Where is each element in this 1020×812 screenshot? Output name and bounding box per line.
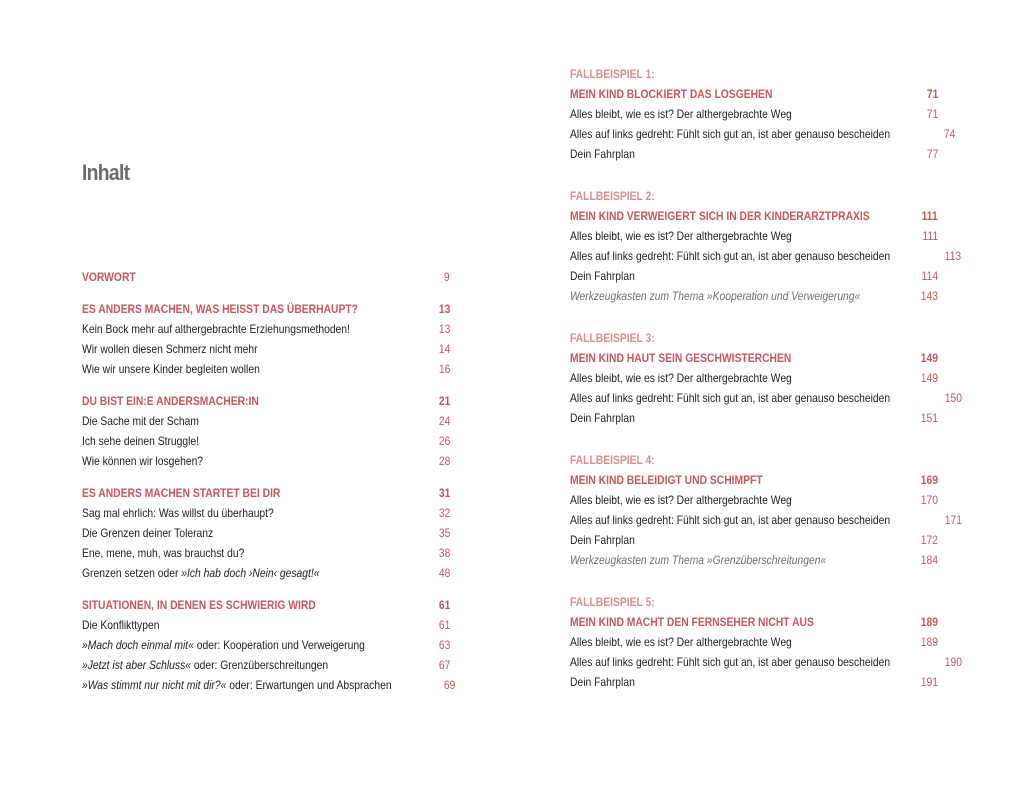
toc-section (570, 592, 963, 692)
page-number: 150 (945, 391, 963, 405)
section-spacer (570, 428, 938, 450)
toc-case-label-text: FALLBEISPIEL 2: (570, 189, 655, 203)
toc-entry (570, 490, 938, 510)
toc-section-heading (570, 612, 938, 632)
page-number: 21 (438, 394, 450, 408)
toc-entry (82, 451, 450, 471)
page-title: Inhalt (82, 160, 130, 185)
toc-entry-text: Dein Fahrplan (570, 411, 635, 425)
section-spacer (570, 570, 938, 592)
toc-entry (82, 543, 450, 563)
toc-entry-text: Dein Fahrplan (570, 675, 635, 689)
toc-entry-text: Alles auf links gedreht: Fühlt sich gut an, ist aber genauso bescheiden (570, 655, 891, 669)
page-number: 61 (438, 618, 450, 632)
toc-section-heading (570, 206, 938, 226)
page-number: 13 (438, 302, 450, 316)
toc-entry-text: Alles bleibt, wie es ist? Der althergebrachte Weg (570, 493, 792, 507)
page-number: 191 (920, 675, 938, 689)
page-number: 26 (438, 434, 450, 448)
toc-entry-text: Alles auf links gedreht: Fühlt sich gut an, ist aber genauso bescheiden (570, 391, 891, 405)
toc-entry (570, 286, 938, 306)
toc-left-column (82, 267, 456, 695)
toc-entry (570, 408, 938, 428)
page-number: 151 (920, 411, 938, 425)
toc-entry-text: Werkzeugkasten zum Thema »Grenzüberschreitungen« (570, 553, 827, 567)
toc-entry (82, 615, 450, 635)
toc-entry-text: Die Grenzen deiner Toleranz (82, 526, 214, 540)
page-number: 111 (922, 229, 938, 243)
page-number: 28 (438, 454, 450, 468)
toc-entry (570, 226, 938, 246)
page-number: 74 (944, 127, 956, 141)
section-spacer (570, 306, 938, 328)
toc-case-label (570, 450, 938, 470)
toc-entry-text: Alles bleibt, wie es ist? Der althergebrachte Weg (570, 635, 792, 649)
toc-entry-text: Dein Fahrplan (570, 533, 635, 547)
toc-entry-text-italic: »Jetzt ist aber Schluss« (82, 658, 191, 672)
toc-entry-text: Sag mal ehrlich: Was willst du überhaupt? (82, 506, 274, 520)
toc-entry-text-italic: »Ich hab doch ›Nein‹ gesagt!« (181, 566, 320, 580)
page-number: 32 (438, 506, 450, 520)
page-number: 113 (944, 249, 962, 263)
page-number: 77 (926, 147, 938, 161)
toc-section-heading (82, 595, 450, 615)
toc-entry-text: SITUATIONEN, IN DENEN ES SCHWIERIG WIRD (82, 598, 316, 612)
toc-entry-text-part: Grenzen setzen oder (82, 566, 182, 580)
toc-section (82, 267, 450, 287)
page-number: 13 (438, 322, 450, 336)
toc-entry (570, 652, 963, 672)
section-spacer (82, 287, 450, 299)
page-number: 184 (920, 553, 938, 567)
page-number: 16 (438, 362, 450, 376)
page-number: 69 (443, 678, 456, 692)
toc-entry-text: DU BIST EIN:E ANDERSMACHER:IN (82, 394, 259, 408)
toc-section (570, 64, 956, 164)
page-number: 71 (926, 107, 938, 121)
toc-section-heading (570, 348, 938, 368)
toc-case-label (570, 64, 938, 84)
toc-entry (570, 530, 938, 550)
toc-entry (570, 388, 963, 408)
toc-entry (570, 124, 956, 144)
page-number: 149 (920, 371, 938, 385)
toc-right-column (570, 64, 963, 692)
toc-entry-text (82, 563, 320, 583)
toc-entry-text (82, 655, 328, 675)
toc-entry (570, 266, 938, 286)
page-number: 31 (438, 486, 450, 500)
page-number: 48 (438, 566, 450, 580)
toc-case-label (570, 328, 938, 348)
toc-section (570, 450, 963, 570)
toc-entry (570, 104, 938, 124)
section-spacer (570, 164, 938, 186)
toc-section-heading (82, 483, 450, 503)
page-number: 63 (438, 638, 450, 652)
toc-entry-text: Die Konflikttypen (82, 618, 160, 632)
toc-section-heading (82, 267, 450, 287)
toc-entry-text-part: oder: Erwartungen und Absprachen (226, 678, 392, 692)
toc-entry-text (82, 675, 392, 695)
toc-entry (82, 319, 450, 339)
toc-case-label (570, 592, 938, 612)
toc-entry-text: Ich sehe deinen Struggle! (82, 434, 200, 448)
toc-entry (570, 672, 938, 692)
toc-section (570, 328, 963, 428)
toc-entry-text: Werkzeugkasten zum Thema »Kooperation und Verweigerung« (570, 289, 861, 303)
toc-entry-text-italic: »Was stimmt nur nicht mit dir?« (82, 678, 227, 692)
toc-case-label-text: FALLBEISPIEL 1: (570, 67, 655, 81)
toc-entry-text: MEIN KIND VERWEIGERT SICH IN DER KINDERARZTPRAXIS (570, 209, 870, 223)
toc-entry-text: Alles auf links gedreht: Fühlt sich gut an, ist aber genauso bescheiden (570, 249, 891, 263)
toc-entry (570, 144, 938, 164)
toc-entry-text: ES ANDERS MACHEN STARTET BEI DIR (82, 486, 281, 500)
page-number: 14 (438, 342, 450, 356)
toc-entry-text: MEIN KIND BLOCKIERT DAS LOSGEHEN (570, 87, 773, 101)
page-number: 170 (920, 493, 938, 507)
toc-entry (82, 339, 450, 359)
page-number: 171 (945, 513, 963, 527)
toc-entry (82, 503, 450, 523)
toc-case-label-text: FALLBEISPIEL 4: (570, 453, 655, 467)
toc-entry (82, 563, 450, 583)
toc-entry-text: Die Sache mit der Scham (82, 414, 200, 428)
toc-section (570, 186, 962, 306)
toc-entry-text: Ene, mene, muh, was brauchst du? (82, 546, 245, 560)
page-number: 71 (926, 87, 938, 101)
page-number: 190 (945, 655, 963, 669)
toc-section (82, 595, 456, 695)
toc-entry (82, 431, 450, 451)
toc-entry (570, 246, 962, 266)
page-number: 61 (438, 598, 450, 612)
toc-entry (570, 368, 938, 388)
toc-entry-text-part: oder: Kooperation und Verweigerung (193, 638, 365, 652)
toc-entry (82, 635, 450, 655)
toc-case-label (570, 186, 938, 206)
toc-entry (82, 411, 450, 431)
page-number: 9 (444, 270, 450, 284)
toc-section (82, 299, 450, 379)
toc-entry (570, 550, 938, 570)
toc-section-heading (570, 84, 938, 104)
toc-entry-text: Alles auf links gedreht: Fühlt sich gut an, ist aber genauso bescheiden (570, 513, 891, 527)
page-number: 38 (438, 546, 450, 560)
toc-section (82, 483, 450, 583)
toc-entry-text: Dein Fahrplan (570, 269, 635, 283)
toc-entry-text: Alles bleibt, wie es ist? Der althergebrachte Weg (570, 229, 792, 243)
page-number: 172 (920, 533, 938, 547)
section-spacer (82, 471, 450, 483)
toc-entry-text-italic: »Mach doch einmal mit« (82, 638, 194, 652)
toc-entry-text: Alles bleibt, wie es ist? Der althergebrachte Weg (570, 371, 792, 385)
toc-entry-text: Wie können wir losgehen? (82, 454, 204, 468)
toc-entry-text: Wir wollen diesen Schmerz nicht mehr (82, 342, 258, 356)
section-spacer (82, 583, 450, 595)
page-number: 189 (920, 615, 938, 629)
toc-entry (82, 675, 456, 695)
toc-entry (82, 523, 450, 543)
toc-entry (82, 359, 450, 379)
toc-entry (570, 510, 963, 530)
page-number: 111 (921, 209, 938, 223)
page-number: 143 (920, 289, 938, 303)
page-number: 189 (920, 635, 938, 649)
toc-section-heading (82, 391, 450, 411)
toc-entry-text: ES ANDERS MACHEN, WAS HEISST DAS ÜBERHAUPT? (82, 302, 358, 316)
toc-entry-text: MEIN KIND MACHT DEN FERNSEHER NICHT AUS (570, 615, 814, 629)
toc-entry-text: Alles bleibt, wie es ist? Der althergebrachte Weg (570, 107, 792, 121)
toc-case-label-text: FALLBEISPIEL 5: (570, 595, 655, 609)
toc-entry-text: Kein Bock mehr auf althergebrachte Erziehungsmethoden! (82, 322, 350, 336)
page-number: 24 (438, 414, 450, 428)
toc-section (82, 391, 450, 471)
page-number: 35 (438, 526, 450, 540)
toc-section-heading (570, 470, 938, 490)
toc-section-heading (82, 299, 450, 319)
page-number: 114 (921, 269, 938, 283)
page-number: 67 (438, 658, 450, 672)
toc-case-label-text: FALLBEISPIEL 3: (570, 331, 655, 345)
toc-entry-text: VORWORT (82, 270, 136, 284)
toc-entry (82, 655, 450, 675)
toc-entry-text: Dein Fahrplan (570, 147, 635, 161)
right-page (510, 0, 1020, 812)
page-number: 149 (920, 351, 938, 365)
toc-entry-text (82, 635, 365, 655)
toc-entry-text: MEIN KIND BELEIDIGT UND SCHIMPFT (570, 473, 763, 487)
toc-entry-text-part: oder: Grenzüberschreitungen (190, 658, 329, 672)
page-number: 169 (920, 473, 938, 487)
section-spacer (82, 379, 450, 391)
toc-entry (570, 632, 938, 652)
toc-entry-text: Alles auf links gedreht: Fühlt sich gut an, ist aber genauso bescheiden (570, 127, 891, 141)
toc-entry-text: Wie wir unsere Kinder begleiten wollen (82, 362, 260, 376)
toc-entry-text: MEIN KIND HAUT SEIN GESCHWISTERCHEN (570, 351, 792, 365)
